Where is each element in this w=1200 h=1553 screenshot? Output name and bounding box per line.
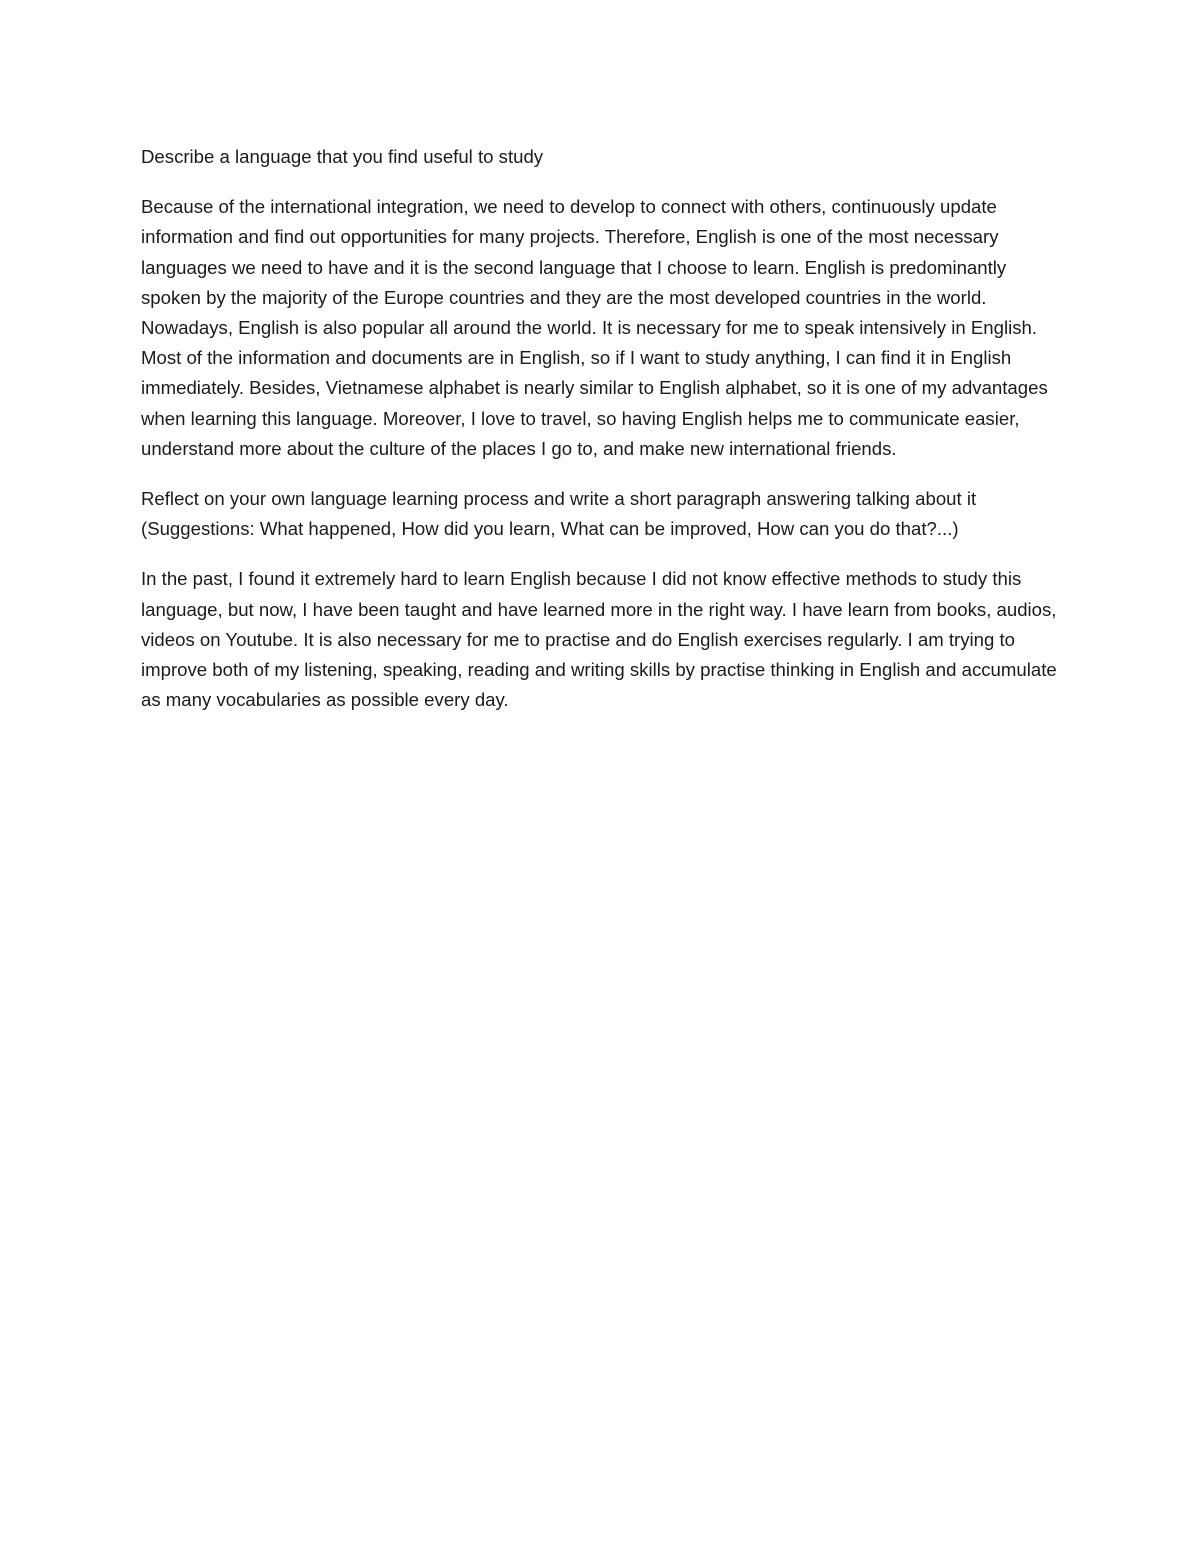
answer-1: Because of the international integration, we need to develop to connect with others, continuously update information and find out opportunities for many projects. Therefore, English is one of the most necessary languages we need to have and it is the second language that I choose to learn. English is predominantly spoken by the majority of the Europe countries and they are the most developed countries in the world. Nowadays, English is also popular all around the world. It is necessary for me to speak intensively in English. Most of the information and documents are in English, so if I want to study anything, I can find it in English immediately. Besides, Vietnamese alphabet is nearly similar to English alphabet, so it is one of my advantages when learning this language. Moreover, I love to travel, so having English helps me to communicate easier, understand more about the culture of the places I go to, and make new international friends. xyxy=(141,196,1048,459)
question-1: Describe a language that you find useful to study xyxy=(141,146,544,167)
question-2: Reflect on your own language learning process and write a short paragraph answering talking about it (Suggestions: What happened, How did you learn, What can be improved, How can you do that?...) xyxy=(141,488,977,540)
answer-2: In the past, I found it extremely hard to learn English because I did not know effective methods to study this language, but now, I have been taught and have learned more in the right way. I have learn from books, audios, videos on Youtube. It is also necessary for me to practise and do English exercises regularly. I am trying to improve both of my listening, speaking, reading and writing skills by practise thinking in English and accumulate as many vocabularies as possible every day. xyxy=(141,568,1057,711)
document-body xyxy=(141,142,1061,735)
